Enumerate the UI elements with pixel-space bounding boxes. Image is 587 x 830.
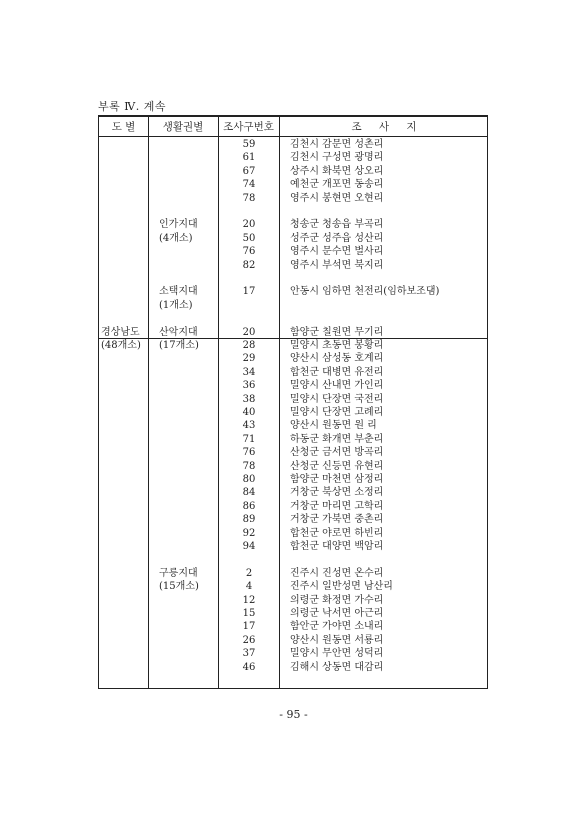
row-zone: (15개소) — [159, 581, 199, 593]
column-divider — [148, 117, 149, 688]
row-survey-number: 29 — [242, 353, 256, 365]
row-survey-number: 84 — [242, 487, 256, 499]
appendix-heading: 부록 Ⅳ. 계속 — [98, 100, 166, 113]
row-survey-site: 양산시 삼성동 호계리 — [290, 353, 384, 365]
row-survey-number: 74 — [242, 179, 256, 191]
row-survey-site: 밀양시 단장면 고례리 — [290, 407, 384, 418]
row-survey-site: 함양군 마천면 삼정리 — [290, 474, 384, 485]
row-survey-site: 영주시 부석면 북지리 — [290, 259, 384, 271]
row-survey-number: 26 — [242, 634, 256, 646]
row-zone: 인가지대 — [159, 219, 198, 231]
row-zone: 산악지대 — [159, 326, 198, 338]
row-survey-site: 산청군 신등면 유현리 — [290, 460, 384, 472]
row-survey-number: 89 — [242, 514, 256, 526]
row-survey-site: 김해시 상동면 대감리 — [290, 661, 384, 673]
row-survey-site: 밀양시 단장면 국전리 — [290, 393, 384, 405]
row-survey-number: 59 — [242, 139, 256, 150]
row-survey-number: 2 — [245, 567, 253, 579]
row-survey-site: 밀양시 무안면 성덕리 — [290, 648, 384, 660]
row-survey-site: 함안군 가야면 소내리 — [290, 621, 384, 633]
column-header-province: 도 별 — [111, 121, 136, 133]
row-survey-number: 28 — [242, 340, 256, 351]
row-zone: (4개소) — [159, 232, 193, 244]
row-survey-site: 합천군 야로면 하빈리 — [290, 527, 384, 539]
row-survey-site: 함양군 칠원면 무기리 — [290, 326, 384, 338]
row-survey-site: 예천군 개포면 동송리 — [290, 179, 384, 191]
row-survey-number: 82 — [242, 259, 256, 271]
row-survey-number: 76 — [242, 447, 256, 459]
row-survey-number: 46 — [242, 661, 256, 673]
header-divider — [99, 136, 487, 137]
row-province: (48개소) — [101, 340, 141, 351]
row-survey-number: 20 — [242, 219, 256, 231]
row-zone: 구릉지대 — [159, 567, 198, 579]
row-survey-number: 71 — [242, 433, 256, 445]
row-survey-number: 34 — [242, 366, 256, 378]
row-zone: 소택지대 — [159, 286, 198, 298]
row-survey-number: 43 — [242, 420, 256, 432]
row-survey-number: 76 — [242, 246, 256, 258]
row-survey-number: 86 — [242, 500, 256, 512]
row-survey-number: 38 — [242, 393, 256, 405]
row-survey-site: 양산시 원동면 원 리 — [290, 420, 377, 432]
row-survey-site: 양산시 원동면 서룡리 — [290, 634, 384, 646]
row-survey-site: 김천시 감문면 성촌리 — [290, 139, 384, 150]
row-survey-number: 67 — [242, 165, 256, 177]
row-survey-site: 산청군 금서면 방곡리 — [290, 447, 384, 459]
row-survey-site: 영주시 봉현면 오현리 — [290, 192, 384, 204]
row-survey-number: 50 — [242, 232, 256, 244]
row-survey-number: 61 — [242, 152, 256, 164]
row-survey-site: 하동군 화개면 부춘리 — [290, 433, 384, 445]
column-header-zone: 생활권별 — [162, 121, 204, 133]
row-survey-number: 36 — [242, 380, 256, 392]
row-survey-number: 78 — [242, 192, 256, 204]
row-survey-number: 15 — [242, 608, 256, 619]
row-survey-site: 영주시 문수면 벌사리 — [290, 246, 384, 258]
column-header-number: 조사구번호 — [223, 121, 274, 133]
page-number: - 95 - — [279, 708, 308, 721]
row-survey-site: 김천시 구성면 광명리 — [290, 152, 384, 164]
row-survey-number: 4 — [245, 581, 253, 593]
row-survey-site: 안동시 임하면 천전리(임하보조댐) — [290, 286, 440, 298]
column-divider — [279, 117, 280, 688]
row-province: 경상남도 — [101, 326, 140, 338]
row-survey-number: 40 — [242, 407, 256, 418]
row-survey-number: 20 — [242, 326, 256, 338]
row-survey-site: 진주시 일반성면 남산리 — [290, 581, 393, 593]
row-survey-site: 합천군 대병면 유전리 — [290, 366, 384, 378]
row-survey-site: 의령군 화정면 가수리 — [290, 594, 384, 606]
row-survey-number: 17 — [242, 286, 256, 298]
row-survey-site: 거창군 마리면 고학리 — [290, 500, 384, 512]
row-survey-site: 진주시 진성면 온수리 — [290, 567, 384, 579]
row-survey-number: 12 — [242, 594, 256, 606]
row-survey-number: 94 — [242, 541, 256, 552]
row-survey-number: 37 — [242, 648, 256, 660]
row-survey-site: 청송군 청송읍 부곡리 — [290, 219, 384, 231]
column-header-site: 조 사 지 — [351, 121, 417, 133]
row-survey-number: 17 — [242, 621, 256, 633]
row-survey-site: 상주시 화북면 상오리 — [290, 165, 384, 177]
row-zone: (17개소) — [159, 340, 199, 351]
row-survey-number: 78 — [242, 460, 256, 472]
row-survey-number: 80 — [242, 474, 256, 485]
row-survey-site: 의령군 낙서면 아근리 — [290, 608, 384, 619]
survey-site-table — [98, 115, 488, 689]
row-survey-site: 밀양시 산내면 가인리 — [290, 380, 384, 392]
row-survey-site: 거창군 북상면 소정리 — [290, 487, 384, 499]
row-zone: (1개소) — [159, 299, 193, 311]
row-survey-site: 거창군 가북면 중촌리 — [290, 514, 384, 526]
row-survey-site: 성주군 성주읍 성산리 — [290, 232, 384, 244]
row-survey-site: 밀양시 초동면 봉황리 — [290, 340, 384, 351]
row-survey-site: 합천군 대양면 백암리 — [290, 541, 384, 552]
row-survey-number: 92 — [242, 527, 256, 539]
